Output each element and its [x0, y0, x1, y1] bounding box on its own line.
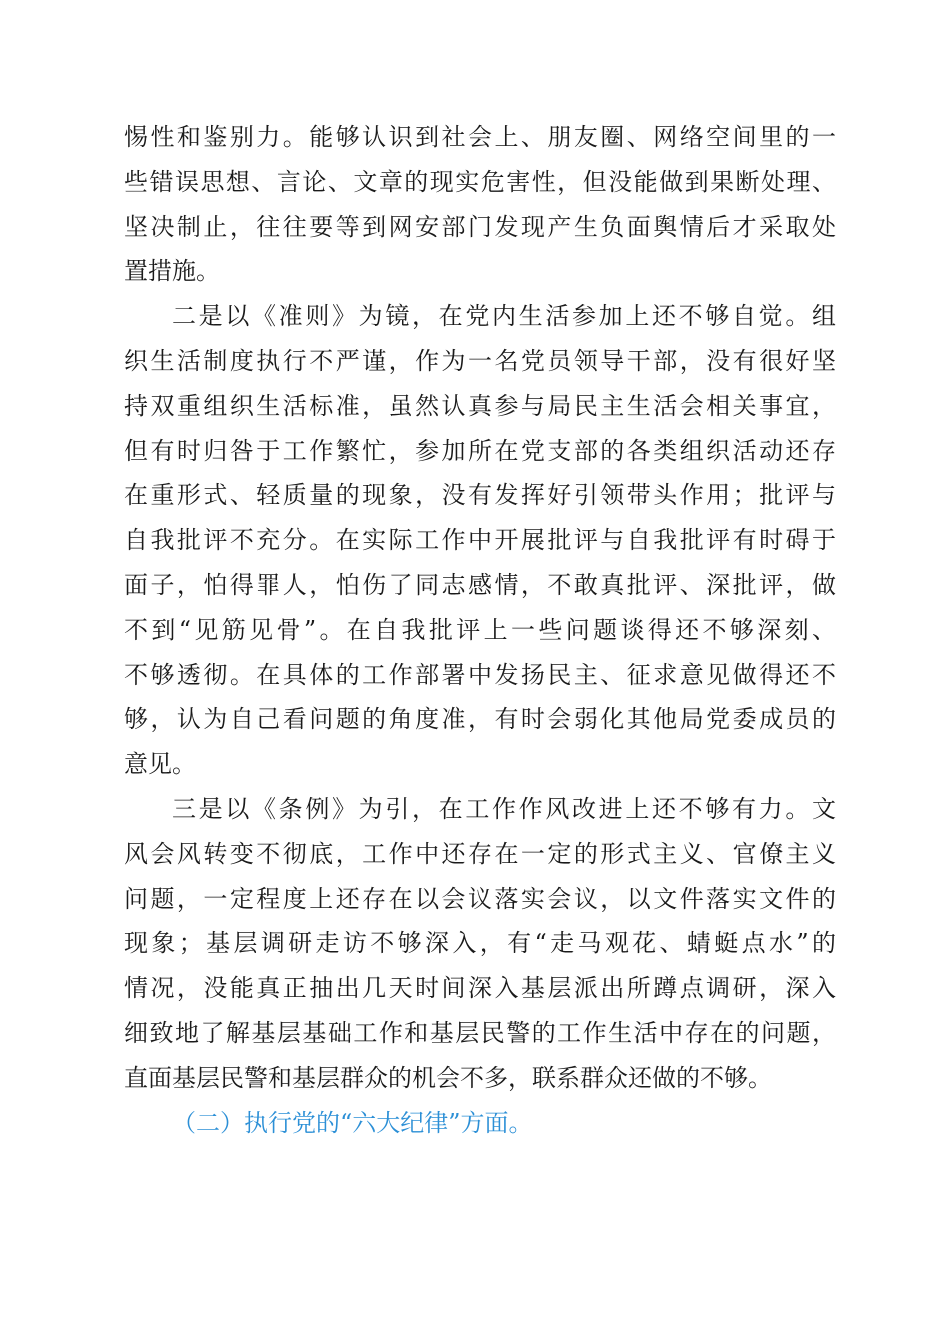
paragraph-line: 惕性和鉴别力。能够认识到社会上、朋友圈、网络空间里的一 — [124, 123, 836, 151]
document-body — [124, 115, 836, 1145]
paragraph-line: 现象；基层调研走访不够深入，有“走马观花、蜻蜓点水”的 — [124, 929, 836, 958]
section-heading: （二）执行党的“六大纪律”方面。 — [172, 1108, 533, 1137]
paragraph-line: 面子，怕得罪人，怕伤了同志感情，不敢真批评、深批评，做 — [124, 570, 836, 599]
paragraph-line: 些错误思想、言论、文章的现实危害性，但没能做到果断处理、 — [124, 167, 836, 196]
paragraph-line: 够，认为自己看问题的角度准，有时会弱化其他局党委成员的 — [124, 705, 836, 734]
paragraph-line: 不到“见筋见骨”。在自我批评上一些问题谈得还不够深刻、 — [124, 615, 836, 644]
paragraph-line: 自我批评不充分。在实际工作中开展批评与自我批评有时碍于 — [124, 526, 836, 555]
paragraph-line: 但有时归咎于工作繁忙，参加所在党支部的各类组织活动还存 — [124, 436, 836, 465]
paragraph-line: 情况，没能真正抽出几天时间深入基层派出所蹲点调研，深入 — [124, 974, 836, 1003]
paragraph-line: 织生活制度执行不严谨，作为一名党员领导干部，没有很好坚 — [124, 346, 836, 375]
paragraph-line: 意见。 — [124, 750, 196, 779]
paragraph-line: 直面基层民警和基层群众的机会不多，联系群众还做的不够。 — [124, 1063, 772, 1092]
paragraph-line: 持双重组织生活标准，虽然认真参与局民主生活会相关事宜， — [124, 391, 836, 420]
paragraph-line: 问题，一定程度上还存在以会议落实会议，以文件落实文件的 — [124, 884, 836, 913]
paragraph-line: 三是以《条例》为引，在工作作风改进上还不够有力。文 — [172, 794, 836, 823]
paragraph-line: 在重形式、轻质量的现象，没有发挥好引领带头作用；批评与 — [124, 481, 836, 510]
paragraph-line: 置措施。 — [124, 257, 220, 286]
paragraph-line: 坚决制止，往往要等到网安部门发现产生负面舆情后才采取处 — [124, 212, 836, 241]
paragraph-line: 不够透彻。在具体的工作部署中发扬民主、征求意见做得还不 — [124, 660, 836, 689]
paragraph-line: 风会风转变不彻底，工作中还存在一定的形式主义、官僚主义 — [124, 839, 836, 868]
paragraph-line: 细致地了解基层基础工作和基层民警的工作生活中存在的问题， — [124, 1018, 836, 1047]
paragraph-line: 二是以《准则》为镜，在党内生活参加上还不够自觉。组 — [172, 302, 836, 331]
